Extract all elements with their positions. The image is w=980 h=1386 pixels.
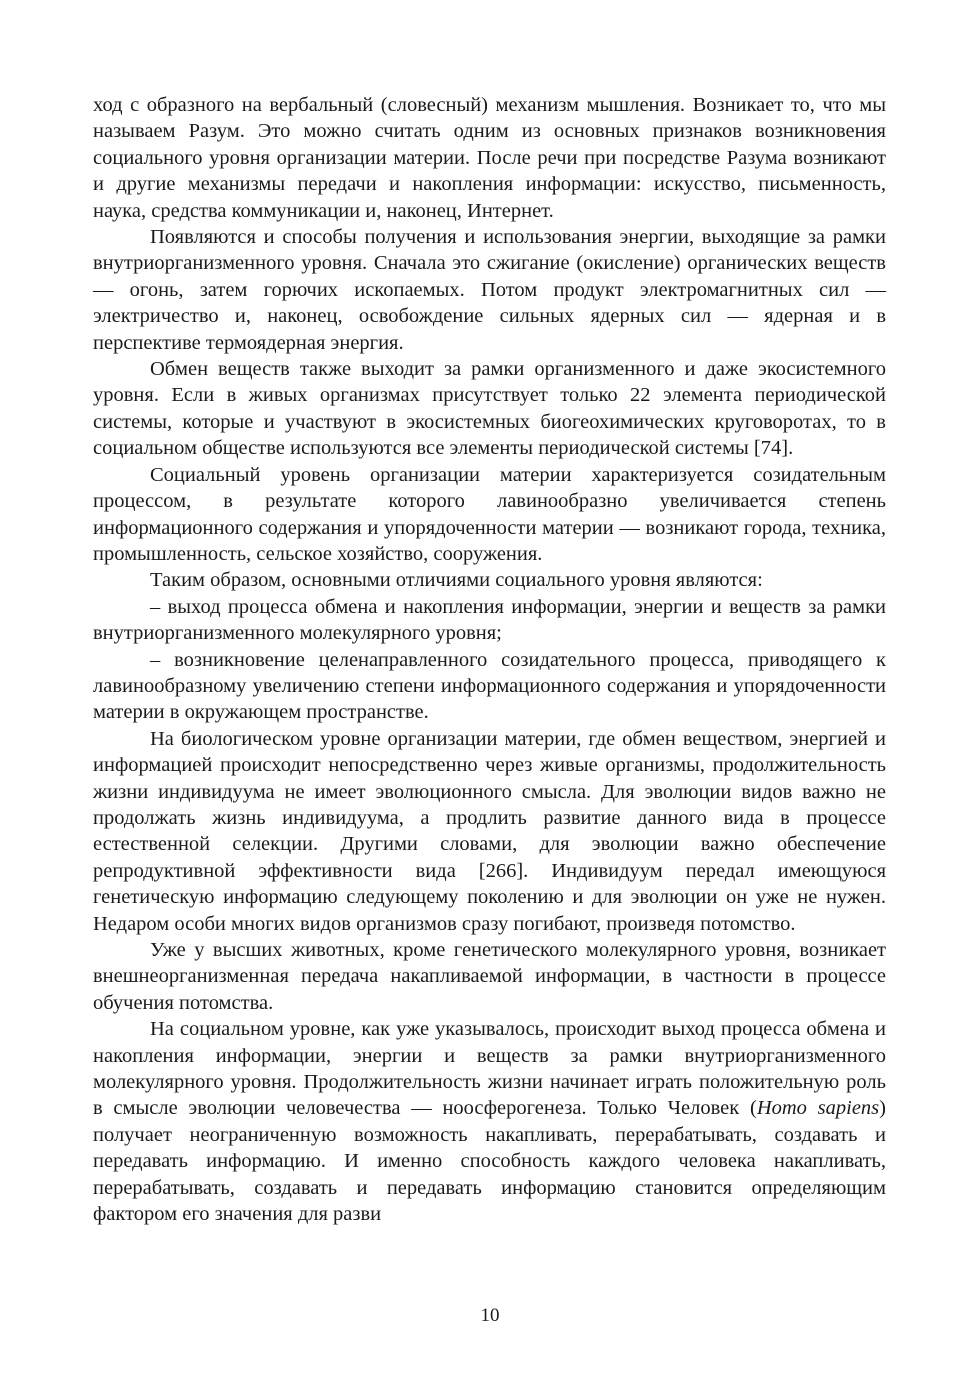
paragraph-8-part-2: ) получает неограниченную возможность накапливать, перерабатывать, создавать и передавать информацию. И именно способность каждого человека накапливать, перерабатывать, создавать и передавать информацию становится определяющим фактором его значения для разви: [93, 1097, 886, 1226]
paragraph-7: Уже у высших животных, кроме генетического молекулярного уровня, возникает внешнеорганизменная передача накапливаемой информации, в частности в процессе обучения потомства.: [93, 939, 886, 1014]
paragraph-3: Обмен веществ также выходит за рамки организменного и даже экосистемного уровня. Если в живых организмах присутствует только 22 элемента периодической системы, которые и участвуют в экосистемных биогеохимических круговоротах, то в социальном обществе используются все элементы периодической системы [74].: [93, 358, 886, 460]
paragraph-1: ход с образного на вербальный (словесный) механизм мышления. Возникает то, что мы называем Разум. Это можно считать одним из основных признаков возникновения социального уровня организации материи. После речи при посредстве Разума возникают и другие механизмы передачи и накопления информации: искусство, письменность, наука, средства коммуникации и, наконец, Интернет.: [93, 94, 886, 222]
paragraph-5: Таким образом, основными отличиями социального уровня являются:: [150, 569, 763, 592]
paragraph-4: Социальный уровень организации материи характеризуется созидательным процессом, в результате которого лавинообразно увеличивается степень информационного содержания и упорядоченности материи — возникают города, техника, промышленность, сельское хозяйство, сооружения.: [93, 463, 886, 565]
list-item-2: – возникновение целенаправленного созидательного процесса, приводящего к лавинообразному увеличению степени информационного содержания и упорядоченности материи в окружающем пространстве.: [93, 648, 886, 724]
page-body: [93, 92, 886, 1227]
paragraph-6: На биологическом уровне организации материи, где обмен веществом, энергией и информацией происходит непосредственно через живые организмы, продолжительность жизни индивидуума не имеет эволюционного смысла. Для эволюции видов важно не продолжать жизнь индивидуума, а продлить развитие данного вида в процессе естественной селекции. Другими словами, для эволюции важно обеспечение репродуктивной эффективности вида [266]. Индивидуум передал имеющуюся генетическую информацию следующему поколению и для эволюции он уже не нужен. Недаром особи многих видов организмов сразу погибают, произведя потомство.: [93, 727, 886, 935]
paragraph-2: Появляются и способы получения и использования энергии, выходящие за рамки внутриорганизменного уровня. Сначала это сжигание (окисление) органических веществ — огонь, затем горючих ископаемых. Потом продукт электромагнитных сил — электричество и, наконец, освобождение сильных ядерных сил — ядерная и в перспективе термоядерная энергия.: [93, 226, 886, 354]
page-number: 10: [480, 1305, 500, 1326]
paragraph-8: [93, 1016, 886, 1227]
list-item-1: – выход процесса обмена и накопления информации, энергии и веществ за рамки внутриорганизменного молекулярного уровня;: [93, 595, 886, 645]
species-name: Homo sapiens: [756, 1097, 880, 1120]
paragraph-8-part-1: На социальном уровне, как уже указывалось, происходит выход процесса обмена и накопления информации, энергии и веществ за рамки внутриорганизменного молекулярного уровня. Продолжительность жизни начинает играть положительную роль в смысле эволюции человечества — ноосферогенеза. Только Человек (: [93, 1018, 886, 1120]
